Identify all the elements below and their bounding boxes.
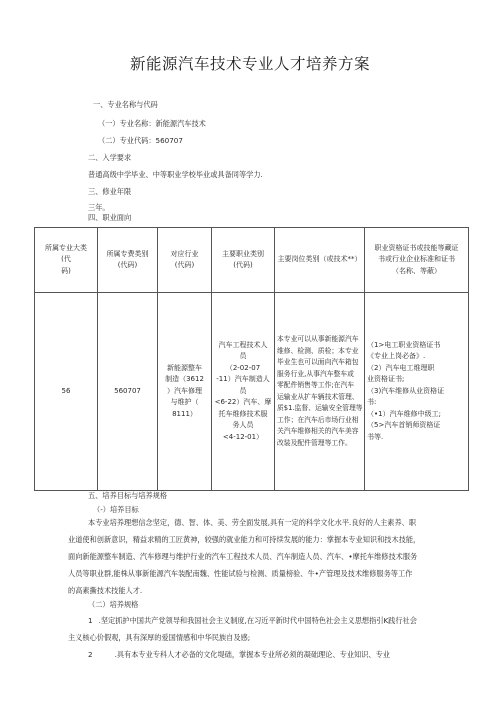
major-name: （一）专业名称：新能源汽车技术 — [98, 119, 206, 128]
section-4-heading: 四、职业面向 — [88, 213, 132, 222]
duration-text: 三年。 — [88, 203, 110, 212]
cell-class-code: 560707 — [98, 293, 158, 491]
section-5-heading: 五、培养目标与培养规格 — [88, 491, 168, 500]
table-row — [35, 293, 469, 491]
header-industry: 对应行业 (代码) — [158, 228, 212, 293]
goal-heading: （-）培养目标 — [93, 505, 139, 514]
header-positions: 主要岗位类别（或技术**） — [275, 228, 365, 293]
career-table — [34, 227, 469, 491]
spec-heading: （二）培养规格 — [88, 600, 139, 609]
header-category: 所属专业大类 (代 码) — [35, 228, 98, 293]
goal-paragraph: 本专业培养理想信念坚定，德、智、体、美、劳全面发展,具有一定的科学文化水平.良好的人主素养、职 业道使和创新意识，精益求精的工匠黄神，较强的就业能力和可持续发展的能力：掌握本专业知识和技木技能， 面向新能源整车制造、汽车修理与维护行业的汽车工程技术人员、汽车制造人员、汽车、•摩托车维修技术服务 人员等职业群,能株从事新能源汽车装配南魏、性能试验与检测、质量榜验、牛•产管理及技术维修服务等工作 的高素撕技术技能人才. — [68, 518, 421, 595]
table-header-row — [35, 228, 469, 293]
admission-text: 普通高级中学毕业、中等职业学校毕业或具备同等学力. — [88, 170, 263, 179]
header-certificates: 职业资格证书或技能等藏证 书或行业企业标准和证书 （名称、等蔽） — [365, 228, 469, 293]
section-3-heading: 三、修业年限 — [88, 187, 132, 196]
header-occupation: 主要职业类别 (代码) — [212, 228, 275, 293]
cell-positions: 本专业可以从事新能源汽车 维修、检测、质检；本专业 毕业生也可以面向汽车箱包 服务行业,从事汽车整车或 零配件销售等工作;在汽车 运输业从扩车辆技术管理、 质$1.监督、运输安全管理等 工作；在汽车后市场行业相 关汽车维修相关的汽车美容 改装及配件管理等工作。 — [275, 293, 365, 491]
section-2-heading: 二、入学要求 — [88, 153, 132, 162]
cell-occupation: 汽车工程技术人 员 （2-02-07 -11）汽车制造人 员 <6-22）汽车、摩 托车维修技术服 务人员 <4-12-01） — [212, 293, 275, 491]
cell-certificates: （1>电工职业资格证书 《专业上岗必备》. （2）汽车电工维理职 业资格证书; （3)汽车维修从业资格证 书: （•1）汽车维修中级工; （5>汽车首销师资格证 书等. — [365, 293, 469, 491]
cell-category-code: 56 — [35, 293, 98, 491]
spec-item-1: 1 .坚定抓护中国共产党领导和我国社会主义制度,在习近平新时代中国特色社会主义思想指引K践行社会 主义核心价假观，具有深厚的爱国情感和中华民族自及感; — [68, 616, 417, 642]
header-class: 所属专费类别 (代码) — [98, 228, 158, 293]
cell-industry: 新能源整车 制造（3612 ）汽车修理 与维护（ 8111） — [158, 293, 212, 491]
page-title: 新能源汽车技术专业人才培养方案 — [129, 55, 370, 73]
spec-item-2: 2 .具有本专业专科人才必备的文化堤础，掌握本专业所必须的凝础理论、专业知识、专业 — [88, 650, 390, 659]
major-code: （二）专业代码：560707 — [98, 136, 183, 145]
section-1-heading: 一、专业名称与代码 — [93, 100, 158, 109]
